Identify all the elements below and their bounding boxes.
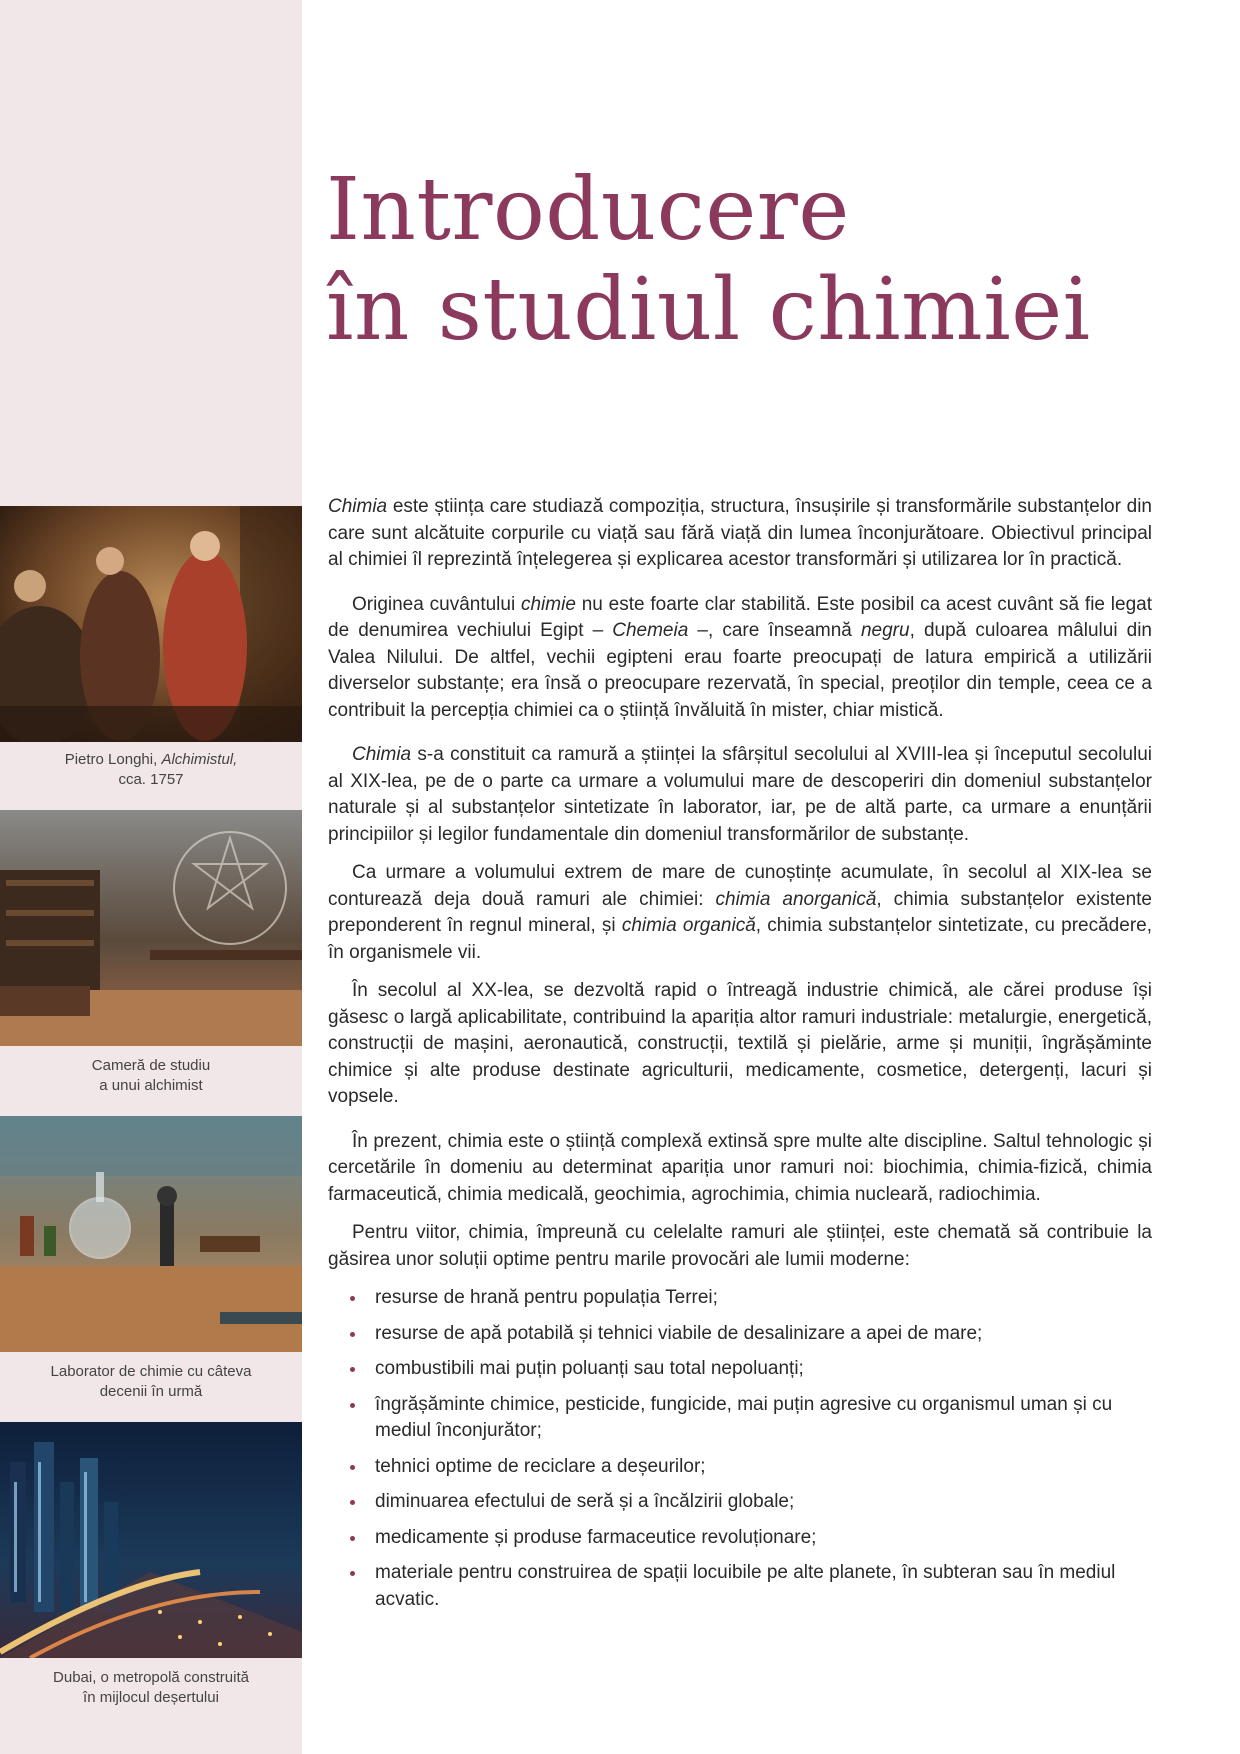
dubai-night-photo [0,1422,302,1658]
caption-painting: Pietro Longhi, Alchimistul, cca. 1757 [64,751,238,788]
list-item: diminuarea efectului de seră și a încălzirii globale; [328,1489,1152,1516]
main-content [328,494,1152,1622]
caption-study-room: Cameră de studiu a unui alchimist [91,1057,211,1094]
alchemist-painting [0,506,302,742]
paragraph-6: În prezent, chimia este o știință complexă extinsă spre multe alte discipline. Saltul tehnologic și cercetările în domeniu au determinat apariția unor ramuri noi: biochimia, chimia-fizică, chimia farmaceutică, chimia medicală, geochimia, agrochimia, chimia nucleară, radiochimia. [328,1130,1152,1205]
bullet-icon [350,1367,355,1372]
paragraph-5: În secolul al XX-lea, se dezvoltă rapid o întreagă industrie chimică, ale cărei produse își găsesc o largă aplicabilitate, contribuind la apariția altor ramuri industriale: metalurgie, energetică, construcții de mașini, aeronautică, construcții, textilă și pielărie, arme și muniții, îngrășăminte chimice și alte produse destinate agriculturii, medicamente, cosmetice, detergenți, lacuri și vopsele. [328,980,1152,1107]
list-item: resurse de hrană pentru populația Terrei; [328,1285,1152,1312]
list-item: combustibili mai puțin poluanți sau total nepoluanți; [328,1356,1152,1383]
challenges-list [328,1285,1152,1613]
bullet-icon [350,1500,355,1505]
bullet-icon [350,1332,355,1337]
paragraph-7: Pentru viitor, chimia, împreună cu celelalte ramuri ale științei, este chemată să contribuie la găsirea unor soluții optime pentru marile provocări ale lumii moderne: [328,1222,1152,1270]
list-item: materiale pentru construirea de spații locuibile pe alte planete, în subteran sau în mediul acvatic. [328,1560,1152,1613]
chemistry-lab-photo [0,1116,302,1352]
list-item: tehnici optime de reciclare a deșeurilor; [328,1454,1152,1481]
page-title: Introducere în studiul chimiei [326,160,1091,360]
paragraph-2: Originea cuvântului chimie nu este foarte clar stabilită. Este posibil ca acest cuvânt să fie legat de denumirea vechiului Egipt – Chemeia –, care înseamnă negru, după culoarea mâlului din Valea Nilului. De altfel, vechii egipteni erau foarte preocupați de latura empirică a utilizării diverselor substanțe; era însă o preocupare rezervată, în special, preoților din temple, ceea ce a contribuit la percepția chimiei ca o știință învăluită în mister, chiar mistică. [328,593,1152,721]
caption-dubai: Dubai, o metropolă construită în mijlocul deșertului [53,1669,249,1706]
bullet-icon [350,1296,355,1301]
caption-lab: Laborator de chimie cu câteva decenii în urmă [50,1363,252,1400]
bullet-icon [350,1403,355,1408]
bullet-icon [350,1571,355,1576]
paragraph-3: Chimia s-a constituit ca ramură a științei la sfârșitul secolului al XVIII-lea și începutul secolului al XIX-lea, pe de o parte ca urmare a volumului mare de descoperiri din domeniul substanțelor naturale și al substanțelor sintetizate în laborator, iar, pe de altă parte, ca urmare a enunțării principiilor și legilor fundamentale din domeniul transformărilor de substanțe. [328,744,1152,845]
paragraph-1: Chimia este știința care studiază compoziția, structura, însușirile și transformările substanțelor din care sunt alcătuite corpurile cu viață sau fără viață din lumea înconjurătoare. Obiectivul principal al chimiei îl reprezintă înțelegerea și explicarea acestor transformări și utilizarea lor în practică. [328,496,1152,570]
alchemist-study-room-photo [0,810,302,1046]
paragraph-4: Ca urmare a volumului extrem de mare de cunoștințe acumulate, în secolul al XIX-lea se conturează deja două ramuri ale chimiei: chimia anorganică, chimia substanțelor existente preponderent în regnul mineral, și chimia organică, chimia substanțelor sintetizate, cu precădere, în organismele vii. [328,862,1152,963]
bullet-icon [350,1465,355,1470]
list-item: resurse de apă potabilă și tehnici viabile de desalinizare a apei de mare; [328,1321,1152,1348]
bullet-icon [350,1536,355,1541]
list-item: medicamente și produse farmaceutice revoluționare; [328,1525,1152,1552]
list-item: îngrășăminte chimice, pesticide, fungicide, mai puțin agresive cu organismul uman și cu mediul înconjurător; [328,1392,1152,1445]
